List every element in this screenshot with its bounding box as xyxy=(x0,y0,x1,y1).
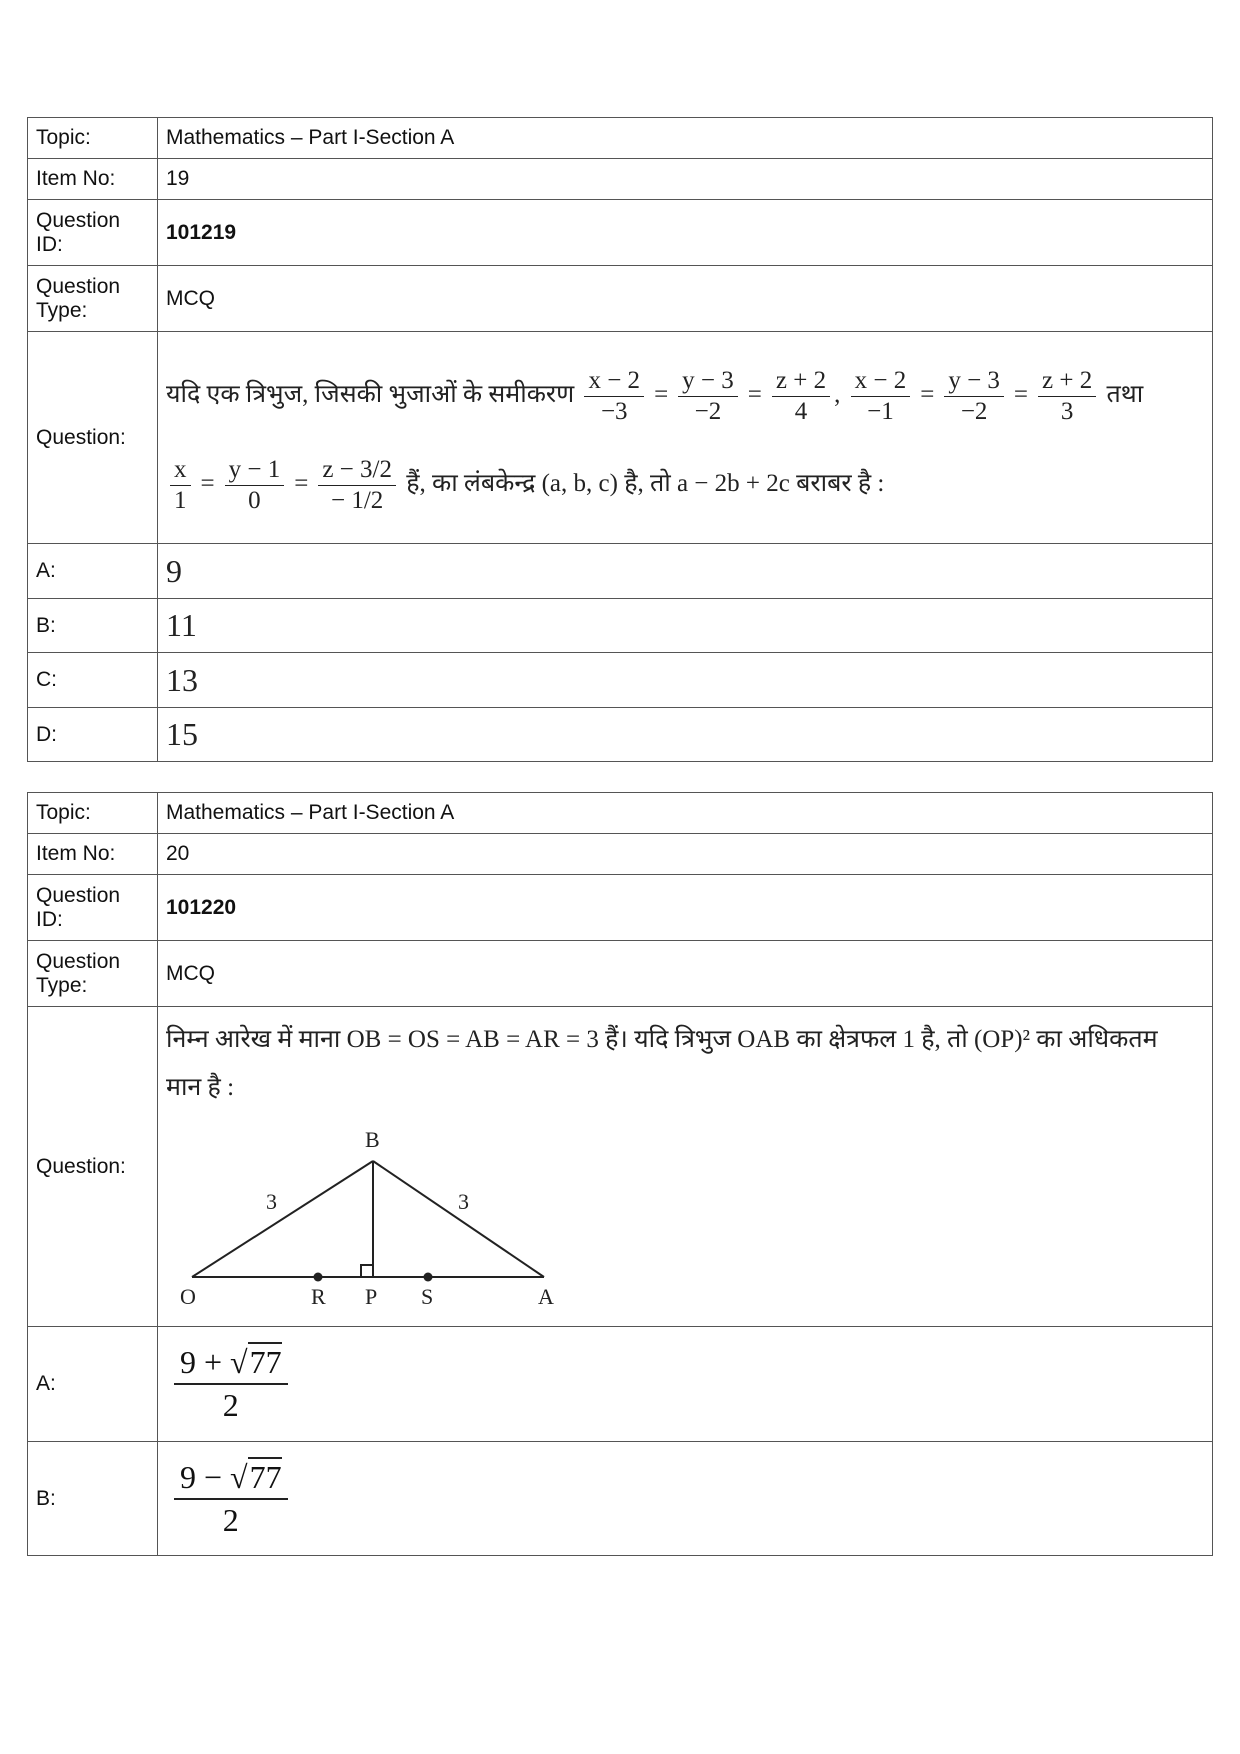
question-line-1: निम्न आरेख में माना OB = OS = AB = AR = 3 हैं। यदि त्रिभुज OAB का क्षेत्रफल 1 है, तो (OP)² का अधिकतम xyxy=(166,1026,1158,1053)
question-id-value: 101219 xyxy=(158,200,1213,266)
fraction: $\frac{y - 3}{-2}$ xyxy=(944,366,1004,427)
question-id-label: Question ID: xyxy=(28,200,158,266)
question-body xyxy=(158,1007,1213,1327)
topic-label: Topic: xyxy=(28,793,158,834)
side-ab xyxy=(373,1161,544,1277)
label-o: O xyxy=(180,1284,196,1309)
question-line-1: यदि एक त्रिभुज, जिसकी भुजाओं के समीकरण $\frac{x - 2}{-3}$ = $\frac{y - 3}{-2}$ = $\frac{z + 2}{4}$ , $\frac{x - 2}{-1}$ = $\frac{y - 3}{-2}$ = $\frac{z + 2}{3}$ तथा xyxy=(166,366,1144,425)
question-type-value: MCQ xyxy=(158,941,1213,1007)
fraction: $\frac{x - 2}{-1}$ xyxy=(851,366,911,427)
question-line-2: $\frac{x}{1}$ = $\frac{y - 1}{0}$ = $\frac{z - 3/2}{- 1/2}$ हैं, का लंबकेन्द्र (a, b, c) है, तो a − 2b + 2c बराबर है : xyxy=(166,455,1204,516)
option-b-value[interactable]: 11 xyxy=(158,599,1213,653)
question-text: तथा xyxy=(1106,380,1144,408)
topic-label: Topic: xyxy=(28,118,158,159)
label-side-ob: 3 xyxy=(266,1189,277,1214)
option-b-label: B: xyxy=(28,1442,158,1556)
label-r: R xyxy=(311,1284,326,1309)
side-ob xyxy=(192,1161,373,1277)
triangle-diagram xyxy=(166,1109,606,1309)
question-id-label: Question ID: xyxy=(28,875,158,941)
fraction: $\frac{x - 2}{-3}$ xyxy=(584,366,644,427)
option-d-value[interactable]: 15 xyxy=(158,708,1213,762)
point-s xyxy=(424,1273,433,1282)
fraction: $\frac{z - 3/2}{- 1/2}$ xyxy=(318,455,396,516)
question-type-label: Question Type: xyxy=(28,266,158,332)
option-b-label: B: xyxy=(28,599,158,653)
question-text: हैं, का लंबकेन्द्र (a, b, c) है, तो a − 2b + 2c बराबर है : xyxy=(406,469,885,497)
item-no-label: Item No: xyxy=(28,159,158,200)
question-id-value: 101220 xyxy=(158,875,1213,941)
label-side-ab: 3 xyxy=(458,1189,469,1214)
option-c-label: C: xyxy=(28,653,158,708)
label-s: S xyxy=(421,1284,434,1309)
fraction: $\frac{y - 3}{-2}$ xyxy=(678,366,738,427)
item-no-value: 20 xyxy=(158,834,1213,875)
item-no-value: 19 xyxy=(158,159,1213,200)
item-no-label: Item No: xyxy=(28,834,158,875)
question-table-20 xyxy=(27,792,1213,1556)
question-body xyxy=(158,332,1213,544)
option-c-value[interactable]: 13 xyxy=(158,653,1213,708)
option-b-value[interactable] xyxy=(158,1442,1213,1556)
question-line-2: मान है : xyxy=(166,1074,235,1101)
option-a-value[interactable]: 9 xyxy=(158,544,1213,599)
topic-value: Mathematics – Part I-Section A xyxy=(158,118,1213,159)
option-a-value[interactable] xyxy=(158,1327,1213,1442)
label-p: P xyxy=(365,1284,378,1309)
question-label: Question: xyxy=(28,332,158,544)
question-text: यदि एक त्रिभुज, जिसकी भुजाओं के समीकरण xyxy=(166,380,575,408)
right-angle-mark xyxy=(361,1265,373,1277)
fraction: $\frac{x}{1}$ xyxy=(170,455,191,516)
label-a: A xyxy=(538,1284,554,1309)
option-a-label: A: xyxy=(28,1327,158,1442)
question-table-19 xyxy=(27,117,1213,762)
topic-value: Mathematics – Part I-Section A xyxy=(158,793,1213,834)
label-b: B xyxy=(365,1127,380,1152)
question-type-value: MCQ xyxy=(158,266,1213,332)
fraction: $\frac{9 - √77}{2}$ xyxy=(174,1459,288,1539)
question-label: Question: xyxy=(28,1007,158,1327)
fraction: $\frac{z + 2}{3}$ xyxy=(1038,366,1096,427)
option-d-label: D: xyxy=(28,708,158,762)
fraction: $\frac{z + 2}{4}$ xyxy=(772,366,830,427)
question-type-label: Question Type: xyxy=(28,941,158,1007)
fraction: $\frac{9 + √77}{2}$ xyxy=(174,1344,288,1424)
point-r xyxy=(314,1273,323,1282)
fraction: $\frac{y - 1}{0}$ xyxy=(225,455,285,516)
option-a-label: A: xyxy=(28,544,158,599)
